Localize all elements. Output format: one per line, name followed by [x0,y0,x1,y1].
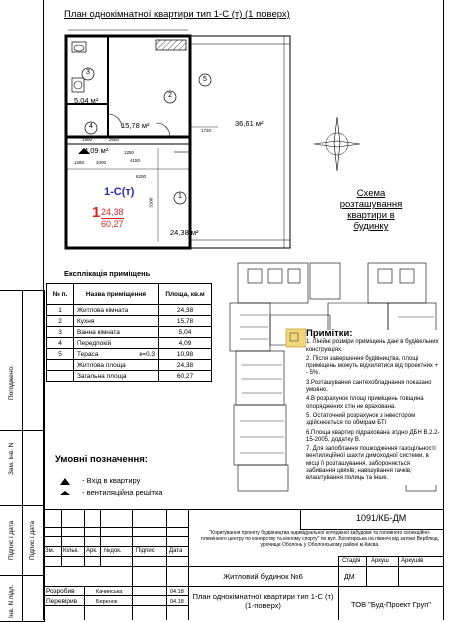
sidebar-inv-n: Інв. N підл. [8,584,15,618]
dim-1250: 1250 [124,150,135,155]
notes-block [306,330,440,485]
room-number-5: 5 [203,76,207,83]
spec-cell-area: 5,04 [159,327,212,338]
compass-icon [312,115,362,173]
spec-cell-name: Тераса [74,349,121,360]
spec-header-area: Площа, кв.м [159,284,212,305]
highlighted-apartment [286,329,306,347]
note-6: 6.Площа квартир підрахована згідно ДБН В.2.2-15-2005, додатку В. [306,429,440,443]
spec-total-label: Загальна площа [74,371,159,382]
vent-grille-icon [60,491,70,495]
room-area-4: 4,09 м² [84,146,109,155]
table-row-living [47,360,212,371]
terrace-outline [190,36,290,248]
tb-col-ark: Арк. [86,548,98,554]
notes-title: Примітки: [306,328,353,339]
spec-living-label: Житлова площа [74,360,159,371]
project-desc: "Коригування проекту будівництва індивідуальної котеджної забудови та головного селекційно-племінного центру по конярству та кінному спорту" по вул. Богатирська на півночі від затоки Верблюд, урочище Оболонь у Оболонському районі м.Києва. [201,530,439,548]
entrance-triangle-icon [60,478,70,485]
note-2: 2. Після завершення будівництва, площі приміщень можуть відхилятися від проектних + - 5%. [306,355,439,377]
apt-type: 1-С(т) [104,186,135,198]
tb-name-1: Качинська [96,589,123,595]
spec-total-value: 60,27 [159,371,212,382]
spec-cell-n: 2 [47,316,74,327]
sidebar-pogodzheno: Погоджено: [8,365,15,400]
legend-item-entrance [60,476,140,485]
spec-title: Експлікація приміщень [64,269,151,278]
tb-col-kilk: Кільк. [63,548,79,554]
spec-cell-n: 5 [47,349,74,360]
dim-1000: 1000 [96,160,107,165]
room-number-3: 3 [86,69,90,76]
spec-cell-n: 1 [47,305,74,316]
tb-role-2: Перевірив [46,598,78,605]
scheme-title-line-2: розташування [339,199,403,210]
scheme-title-line-3: квартири в [347,210,395,221]
tb-company: ТОВ "Буд-Проект Груп" [351,600,431,609]
spec-cell-n: 3 [47,327,74,338]
room-number-1: 1 [178,193,182,200]
apt-rooms-count: 1 [92,204,101,221]
dim-2650: 2650 [109,137,120,142]
table-row [47,338,212,349]
room-area-5: 36,61 м² [235,119,264,128]
sidebar-pidpys-data: Підпис і дата [8,520,15,560]
note-7: 7. Для запобігання пошкодження газоцільності вентиляційної шахти димоходної системи, в місці її розташування, забороняється забивання цвяхів, навішування гачків, влаштування полиць та інше. [306,446,436,482]
room-number-4: 4 [89,123,93,130]
tb-building: Житловий будинок №6 [223,572,303,581]
scheme-title [324,188,418,232]
spec-cell-area: 10,98 [159,349,212,360]
tb-stage-header: Стадія [342,558,361,564]
spec-cell-n: 4 [47,338,74,349]
spec-cell-area: 15,78 [159,316,212,327]
room-area-2: 15,78 м² [121,121,150,130]
tb-name-2: Беренок [96,599,118,605]
project-code: 1091/КБ-ДМ [356,513,407,523]
room-area-1: 24,38 м² [170,228,199,237]
tb-date-1: 04.18 [170,589,184,595]
spec-cell-name: Житлова кімната [74,305,159,316]
sheet-title: План однокімнатної квартири тип 1-С (т) (1 поверх) [64,9,290,20]
dim-1260: 1260 [74,160,85,165]
tb-col-doc: №док. [104,548,122,554]
note-1: 1. Лінійні розміри приміщень дані в будівельних конструкціях. [306,339,439,353]
table-row [47,305,212,316]
dim-1900: 1900 [82,137,93,142]
spec-table [46,283,212,382]
legend-title: Умовні позначення: [55,454,148,465]
table-row-total [47,371,212,382]
tb-date-2: 04.18 [170,599,184,605]
note-3: 3.Розташування сантехобладнання показано умовно. [306,379,432,394]
spec-cell-area: 24,38 [159,305,212,316]
scheme-title-line-4: будинку [353,221,389,232]
tb-col-data: Дата [169,548,183,554]
spec-cell-name: Передпокій [74,338,159,349]
spec-cell-area: 4,09 [159,338,212,349]
legend-item-vent [60,488,163,497]
spec-header-n: № п. [47,284,74,305]
dim-1720: 1720 [201,128,212,133]
dim-4150: 4150 [130,158,141,163]
table-row [47,349,212,360]
tb-sheets-header: Аркушів [401,558,424,564]
spec-cell-name: Кухня [74,316,159,327]
room-area-3: 5,04 м² [74,96,99,105]
tb-col-zm: Зм. [45,548,55,554]
tb-role-1: Розробив [46,588,75,595]
tb-drawing-title: План однокімнатної квартири тип 1-С (т) (1-поверх) [192,592,334,610]
spec-living-value: 24,38 [159,360,212,371]
note-5: 5. Остаточний розрахунок з інвестором здійснюється по обмірам БТІ [306,412,416,427]
dim-3100: 3100 [148,197,154,208]
note-4: 4.В розрахунок площі приміщень товщина опоряджених стін не врахована. [306,396,424,410]
scheme-title-line-1: Схема [356,188,386,199]
sidebar-pidpys-data-2: Підпис і дата [29,520,36,560]
sidebar-inv-zam: Зам. інв. N [8,442,15,475]
table-row [47,316,212,327]
legend-item-2-label: - вентиляційна решітка [82,488,163,497]
table-row [47,327,212,338]
apt-area-living: 24,38 [101,207,124,217]
tb-col-pidpys: Підпис [136,548,155,554]
dim-6200: 6200 [136,174,147,179]
apt-area-total: 60,27 [101,219,124,229]
tb-sheet-header: Аркуш [371,558,389,564]
tb-stage: ДМ [344,574,355,581]
legend-item-1-label: - Вхід в квартиру [82,476,141,485]
spec-header-name: Назва приміщення [74,284,159,305]
room-number-2: 2 [168,92,172,99]
spec-cell-name: Ванна кімната [74,327,159,338]
spec-cell-coef: к=0.3 [121,349,159,360]
